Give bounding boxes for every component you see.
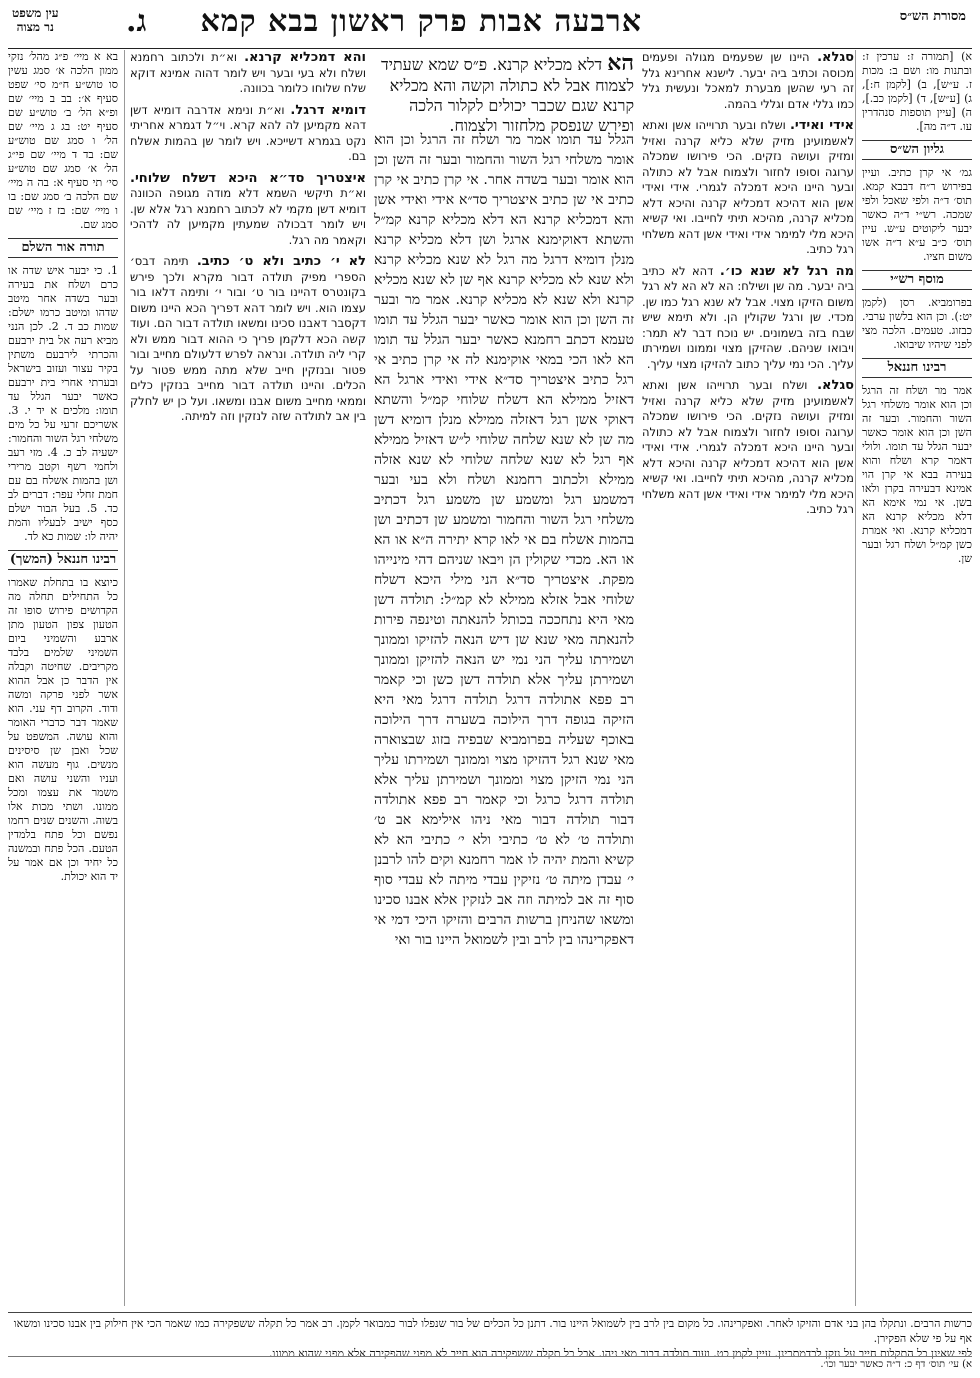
rabbeinu-chananel-title: רבינו חננאל bbox=[862, 358, 972, 378]
rashi-text: ושלח ובער תרוייהו אשן ואתא לאשמועינן מזיק שלא כליא קרנה ואזיל ומזיק ועושה נזקים. הכי פירושו שמכלה ערוגה וסופו לחזור ולצמוח אבל לא כתולה ובער היינו היכא דמכלה לגמרי. אידי ואידי אשן הוא דהיכא דמכליא קרנה והיכא דלא מכליא קרנה, מהיכא תיתי לחייבו. ואי קשיא היכא מלי למימר אידי ואידי אשן דהא משלחי רגל כתיב. bbox=[642, 378, 854, 516]
tractate-title: ארבעה אבות פרק ראשון בבא קמא bbox=[200, 4, 642, 39]
left-chananel-title bbox=[8, 550, 118, 570]
tosafot-dibur-hamatchil: לא י׳ כתיב ולא ט׳ כתיב. bbox=[196, 254, 366, 269]
ein-mishpat-text: בא א מיי׳ פ״ג מהל׳ נזקי ממון הלכה א׳ סמג עשין סו טוש״ע ח״מ סי׳ שפט סעיף א׳: בב ב מיי׳ שם ופ״א הל׳ ב׳ טוש״ע שם סעיף יט: בג ג מיי׳ שם הל׳ ו סמג שם טוש״ע שם: בד ד מיי׳ שם פי״ג הל׳ א׳ סמג שם טוש״ע סי׳ תי סעיף א: בה ה מיי׳ שם הלכה ב׳ סמג שם: בו ו מיי׳ שם: בז ז מיי׳ שם סמג שם. bbox=[8, 50, 118, 231]
tosafot-paragraph bbox=[130, 50, 366, 97]
rashi-paragraph bbox=[642, 118, 854, 258]
rabbeinu-chananel-text: אמר מר ושלח זה הרגל וכן הוא אומר משלחי רגל השור והחמור. ובער זה השן וכן הוא אומר כאשר יבער הגלל עד תומו. ולולי דאמר קרא ושלח והוא בעירה בבא אי קרן הוי אמינא דבעירה בקרן ולאו בשן. אי נמי אימא הא דלא מכליא קרנא הא דמכליא קרנא. ואי אמרת כשן קמ״ל ושלח רגל ובער שן. bbox=[862, 384, 972, 565]
page-header bbox=[8, 0, 972, 49]
footer-line-2: לפי שאינן כל התקלות חייב על נזקן לכדמתרינן. עיין לקמן כט. ועוד תולדה דבור מאי ניהו. אבל כל תקלה ששפקירה הוא חייב לא מפני שהפקירה אלא מפני שהוא ממונו. bbox=[268, 1347, 972, 1360]
gemara-column bbox=[374, 130, 634, 1306]
rashi-text: היינו שן שפעמים מגולה ופעמים מכוסה וכתיב ביה יבער. לישנא אחרינא גלל זה רעי שהשן מבערת למאכל ונעשית גלל כמו גללי אדם וגללי בהמה. bbox=[642, 50, 854, 111]
tosafot-paragraph bbox=[130, 103, 366, 165]
ein-mishpat-label-1: עין משפט bbox=[12, 6, 59, 20]
masoret-references: א) [תמורה ז: ערכין ז: ובתנות מו: ושם ב: מכות ז. ע״ש], ב) [לקמן ח:], ג) [ע״ש], ד) [לקמן כב.], ה) [עיין תוספות סנהדרין עו. ד״ה מה]. bbox=[862, 50, 972, 133]
tosafot-dibur-hamatchil: דומיא דרגל. bbox=[290, 102, 366, 118]
left-chananel-text: כיוצא בו בתחלת שאמרו כל התחילים תחלה מה הקדושים פירוש סופו זה הטעון צפון הטעון מתן ארבע והשמיני ביום השמיני שלמים בלבד מקריבים. שחיטה וקבלה אין הדבר כן אבל ההוא אשר לפני פרקה ומשה ודוד. הקרוב דף עני. הוא שאמר דבר כדברי האומר והוא עושה. המשפט על שכל ואבן שן סיסינים מנשים. גוף מעשה הוא ועניו והשני עושה ואם משמר את עצמו ומכל ממונו. ושתי מכות אלו בשוה. והשנים שנים רחמו נפשם וכל פתח בלמדין הטעם. הכל פתח ובמשנה כל יחיד וכן אם אמר על יד הוא יכולת. bbox=[8, 576, 118, 883]
tosafot-text: וא״ת ונימא אדרבה דומיא דשן דהא מקמיען לה להא קרא. וי״ל דגמרא אחריתי נקט בגמרא דשייכא. ויש לומר שן בהמות אשלח בם. bbox=[130, 102, 366, 163]
torah-or-text: 1. כי יבער איש שדה או כרם ושלח את בעירה ובער בשדה אחר מיטב שדהו ומיטב כרמו ישלם: שמות כב ד. 2. לכן הנני מביא רעה אל בית ירבעם והכרתי לירבעם משתין בקיר עצור ועזוב בישראל ובערתי אחרי בית ירבעם כאשר יבער הגלל עד תומו: מלכים א יד י. 3. אשריכם זרעי על כל מים משלחי רגל השור והחמור: ישעיה לב כ. 4. מזי רעב ולחמי רשף וקטב מרירי ושן בהמות אשלח בם עם חמת זחלי עפר: דברים לב כד. 5. בעל הבור ישלם כסף ישיב לבעליו והמת יהיה לו: שמות כא לד. bbox=[8, 264, 118, 543]
tosafot-column bbox=[130, 50, 366, 1306]
rashi-dibur-hamatchil: סגלא. bbox=[817, 378, 854, 393]
rashi-dibur-hamatchil: אידי ואידי. bbox=[789, 118, 854, 133]
page-footer bbox=[8, 1312, 972, 1361]
masoret-label: מסורת הש״ס bbox=[899, 9, 966, 24]
gilyon-text: גמ׳ אי קרן כתיב. ועיין בפירוש ר״ח דבבא קמא. תוס׳ ד״ה ולפי שאכל ולפי שמכה. רש״י ד״ה כאשר יבער ליקוטים ע״ש. עיין תוס׳ כ״ב ע״א ד״ה אשו משום חציו. bbox=[862, 166, 972, 263]
musaf-rashi-title: מוסף רש״י bbox=[862, 270, 972, 290]
rashi-paragraph bbox=[642, 264, 854, 373]
musaf-rashi-text: בפרומביא. רסן (לקמן יט:). וכן הוא בלשון ערבי. כבזוג. טעמים. הלכה מצי לפני שיהיו שיבואו. bbox=[862, 296, 972, 351]
rashi-text: ושלח ובער תרוייהו אשן ואתא לאשמועינן מזיק שלא כליא קרנה ואזיל ומזיק ועושה נזקים. הכי פירושו שמכלה ערוגה וסופו לחזור ולצמוח אבל לא כתולה ובער היינו היכא דמכלה לגמרי. אידי ואידי אשן הוא דהיכא דמכליא קרנה והיכא דלא מכליא קרנה, מהיכא תיתי לחייבו. ואי קשיא היכא מלי למימר אידי ואידי אשן דהא משלחי רגל כתיב. bbox=[642, 118, 854, 256]
gemara-opening-text: דלא מכליא קרנא. פ״ס שמא שעתיד לצמוח אבל לא כתולה וקשה והא מכליא קרנא שגם שכבר יכולים לקלור הלכה ופירש שנפסק מלחזור ולצמוח. bbox=[381, 55, 634, 135]
footer-line-1: כרשות הרבים. ונתקלו בהן בני אדם והזיקו לאחר. ואפקרינהו. כל מקום בין לרב בין לשמואל היינו בור. דתנן כל הכלים של בור שנפלו לבור כמבואר לקמן. רב אמר כל תקלה ששפקירה כמו שאמר הכי אין חילוק בין אבנו סכינו ומשאו אף על פי שלא הפקירן. bbox=[13, 1317, 972, 1345]
gemara-text: הגלל עד תומו אמר מר ושלח זה הרגל וכן הוא אומר משלחי רגל השור והחמור ובער זה השן וכן הוא אומר ובער בשדה אחר. אי קרן כתיב אי קרן כתיב אי שן כתיב איצטריך סד״א אידי ואידי אשן והא דמכליא קרנא הא דלא מכליא קרנא קמ״ל והשתא דאוקימנא ארגל ושן דלא מכליא קרנא מנלן דומיא דרגל מה רגל לא שנא מכליא קרנא ולא שנא לא מכליא קרנא אף שן לא שנא מכליא קרנא ולא שנא לא מכליא קרנא. אמר מר ובער זה השן וכן הוא אומר כאשר יבער הגלל עד תומו טעמא דכתב רחמנא כאשר יבער הגלל עד תומו הא לאו הכי במאי אוקימנא לה אי קרן כתיב אי רגל כתיב איצטריך סד״א אידי ואידי ארגל הא דאזיל ממילא הא דשלח שלוחי קמ״ל והשתא דאוקי אשן רגל דאזלה ממילא מנלן דומיא דשן מה שן לא שנא שלחה שלוחי ל״ש דאזיל ממילא אף רגל לא שנא שלחה שלוחי לא שנא אזלה ממילא ולכתוב רחמנא ושלח ולא בעי ובער דמשמע רגל ומשמע שן משמע רגל דכתיב משלחי רגל השור והחמור ומשמע שן דכתיב ושן בהמות אשלח בם אי לאו קרא יתירה ה״א או הא או הא. מכדי שקולין הן ויבאו שניהם דהי מינייהו מפקת. איצטריך סד״א הני מילי היכא דשלח שלוחי אבל אזלא ממילא לא קמ״ל: תולדה דשן מאי היא נתחככה בכותל להנאתה וטינפה פירות להנאתה מאי שנא שן דיש הנאה להזיקו וממונך ושמירתו עליך הני נמי יש הנאה להזיקן וממונך ושמירתן עליך אלא תולדה דשן כשן וכי קאמר רב פפא אתולדה דרגל תולדה דרגל מאי היא הזיקה בגופה דרך הילוכה בשערה דרך הילוכה באוכף שעליה בפרומביא שבפיה בזוג שבצוארה מאי שנא רגל דהזיקו מצוי וממונך ושמירתו עליך הני נמי הזיקן מצוי וממונך ושמירתן עליך אלא תולדה דרגל כרגל וכי קאמר רב פפא אתולדה דבור תולדה דבור מאי ניהו אילימא אב ט׳ ותולדה ט׳ לא ט׳ כתיבי ולא י׳ כתיבי הא לא קשיא והמת יהיה לו אמר רחמנא וקים להו לרבנן י׳ עבדן מיתה ט׳ נזיקין עבדי מיתה לא עבדי סוף סוף זה אב למיתה וזה אב לנזקין אלא אבנו סכינו ומשאו שהניחן ברשות הרבים והזיקו היכי דמי אי דאפקרינהו בין לרב ובין לשמואל היינו בור ואי bbox=[374, 132, 634, 948]
rashi-text: דהא לא כתיב ביה יבער. מה שן ושילח: הא לא הא לא רגל משום הזיקו מצוי. אבל לא שנא רגל כמו שן. מכדי. שן ורגל שקולין הן. ולא תימא שיש שבח בזה בשמונים. יש נוכח דבר לא תמר: ויבואו שניהם. שהזיקן מצוי וממונו ושמירתו עליך. הכי נמי עליך כתוב להזיקו מצוי עליך. bbox=[642, 263, 854, 371]
gemara-opening-word: הא bbox=[607, 50, 634, 76]
gilyon-title: גליון הש״ס bbox=[862, 140, 972, 160]
left-margin bbox=[8, 50, 125, 1306]
ein-mishpat-label bbox=[12, 6, 59, 34]
footnote: א) עי׳ תוס׳ דף כ: ד״ה כאשר יבער וכו׳. bbox=[8, 1356, 972, 1370]
left-chananel-sub: (המשך) bbox=[9, 552, 53, 567]
tosafot-paragraph bbox=[130, 254, 366, 425]
left-chananel-title-text: רבינו חננאל bbox=[57, 552, 117, 567]
gemara-opening bbox=[374, 50, 634, 135]
rashi-paragraph bbox=[642, 50, 854, 112]
tosafot-text: תימה דבס׳ הספרי מפיק תולדה דבור מקרא ולכך פירש בקונטרס דהיינו בור ט׳ ובור י׳ ותימה דלאו בור עצמו הוא. ויש לומר דהא דפריך הכא היינו משום דקסבר דאבנו סכינו ומשאו תולדה דבור הם. ועוד קשה הכא דלקמן פריך כי ההוא דבור ממש ולא קרי ליה תולדה. ונראה לפרש דלעולם מחייב ובור פטור ובנזקין חייב שלא מתה ממש פטור על הכלים. והיינו תולדה דבור מחייב בנזקין כלים וממאי מחייב משום אבנו ומשאו. ועל כן יש לחלק בין אב לתולדה שזה לנזקין וזה למיתה. bbox=[130, 254, 366, 423]
rashi-dibur-hamatchil: סגלא. bbox=[817, 50, 854, 65]
tosafot-dibur-hamatchil: איצטריך סד״א היכא דשלח שלוחי. bbox=[130, 170, 366, 186]
right-margin bbox=[855, 50, 972, 1306]
tosafot-text: וא״ת תיקשי השמא דלא מודה מגופה הכוונה דומיא דשן מקמי לא לכתוב רחמנא רגל אלא שן. ויש לומר דבכולה שמעתין מקמיען לה לדהכי וקאמר מה רגל. bbox=[130, 186, 366, 247]
page-number: ג. bbox=[126, 4, 147, 39]
tosafot-text: וא״ת ולכתוב רחמנא ושלח ולא בעי ובער ויש לומר דהוה אמינא דוקא שלח שלוחו כלומר בכוונה. bbox=[130, 50, 366, 95]
tosafot-dibur-hamatchil: והא דמכליא קרנא. bbox=[244, 50, 366, 65]
tosafot-paragraph bbox=[130, 171, 366, 249]
page-columns bbox=[8, 50, 972, 1306]
rashi-dibur-hamatchil: מה רגל לא שנא כו׳. bbox=[719, 263, 854, 279]
ein-mishpat-label-2: נר מצוה bbox=[16, 20, 54, 34]
torah-or-title: תורה אור השלם bbox=[8, 238, 118, 258]
rashi-column bbox=[642, 50, 854, 1306]
rashi-paragraph bbox=[642, 378, 854, 518]
